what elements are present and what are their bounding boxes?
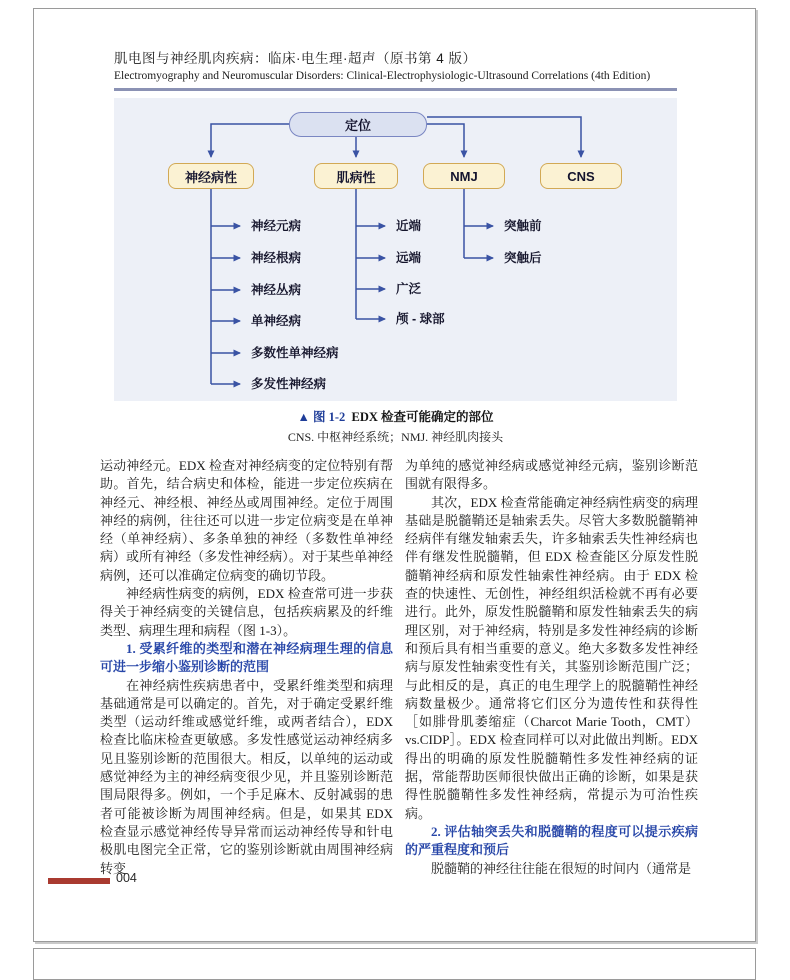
paragraph: 1. 受累纤维的类型和潜在神经病理生理的信息可进一步缩小鉴别诊断的范围 [100, 640, 393, 675]
page-number: 004 [116, 871, 137, 885]
paragraph: 运动神经元。EDX 检查对神经病变的定位特别有帮助。首先，结合病史和体检，能进一步定位疾病在神经元、神经根、神经丛或周围神经。定位于周围神经的病例，往往还可以进一步定位病变是在单神经（单神经病）、多条单独的神经（多数性单神经病）或所有神经（多发性神经病）。对于某些单神经病例，还可以准确定位病变的确切节段。 [100, 458, 393, 583]
node-neuropathic: 神经病性 [168, 163, 254, 189]
book-page [33, 8, 756, 942]
leaf-plexopathy: 神经丛病 [251, 283, 302, 297]
leaf-radiculopathy: 神经根病 [251, 251, 302, 265]
leaf-distal: 远端 [396, 251, 422, 265]
paragraph: 在神经病性疾病患者中，受累纤维类型和病理基础通常是可以确定的。首先，对于确定受累纤维类型（运动纤维或感觉纤维，或两者结合），EDX 检查比临床检查更敏感。多发性感觉运动神经病多见且鉴别诊断的范围很大。相反，以单纯的运动或感觉神经为主的神经病变很少见，并且鉴别诊断范围局限得多。例如，一个手足麻木、反射减弱的患者可能被诊断为周围神经病。但是，如果其 EDX 检查显示感觉神经传导异常而运动神经传导和针电极肌电图完全正常，它的鉴别诊断就由周围神经病转变 [100, 677, 393, 876]
footer-red-bar [48, 878, 110, 884]
node-nmj: NMJ [423, 163, 505, 189]
figure-title: EDX 检查可能确定的部位 [351, 410, 494, 424]
page-header [114, 47, 677, 91]
leaf-postsynaptic: 突触后 [504, 251, 542, 265]
leaf-neuronopathy: 神经元病 [251, 219, 302, 233]
figure-caption-marker: ▲ [297, 410, 310, 424]
leaf-polyneuropathy: 多发性神经病 [251, 377, 327, 391]
book-title-chinese: 肌电图与神经肌肉疾病：临床·电生理·超声（原书第 4 版） [114, 51, 477, 66]
node-myopathic: 肌病性 [314, 163, 398, 189]
figure-diagram-panel [114, 98, 677, 401]
leaf-mononeuropathy: 单神经病 [251, 314, 302, 328]
paragraph: 2. 评估轴突丢失和脱髓鞘的程度可以提示疾病的严重程度和预后 [405, 823, 698, 858]
book-title-english: Electromyography and Neuromuscular Disorders: Clinical-Electrophysiologic-Ultrasound Correlations (4th Edition) [114, 70, 651, 82]
node-cns: CNS [540, 163, 622, 189]
paragraph: 为单纯的感觉神经病或感觉神经元病，鉴别诊断范围就有限得多。 [405, 458, 698, 492]
node-localization: 定位 [289, 112, 427, 137]
figure-caption [114, 407, 677, 425]
leaf-multiple-mononeuropathy: 多数性单神经病 [251, 346, 339, 360]
leaf-generalized: 广泛 [396, 282, 422, 296]
leaf-presynaptic: 突触前 [504, 219, 542, 233]
leaf-proximal: 近端 [396, 219, 422, 233]
paragraph: 其次，EDX 检查常能确定神经病性病变的病理基础是脱髓鞘还是轴索丢失。尽管大多数脱髓鞘神经病伴有继发轴索丢失，许多轴索丢失性神经病也伴有继发性脱髓鞘，但 EDX 检查能区分原发性脱髓鞘神经病和原发性轴索性神经病。由于 EDX 检查的快速性、无创性，神经组织活检就不再有必要进行。此外，原发性脱髓鞘和原发性轴索丢失的病理区别，对于神经病，特别是多发性神经病的诊断和预后具有相当重要的意义。绝大多数多发性神经病与原发性轴索变性有关，其鉴别诊断范围广泛；与此相反的是，真正的电生理学上的脱髓鞘性神经病数量极少。通常将它们区分为遗传性和获得性［如腓骨肌萎缩症（Charcot Marie Tooth，CMT）vs.CIDP］。EDX 检查同样可以对此做出判断。EDX 得出的明确的原发性脱髓鞘性多发性神经病的证据，常能帮助医师很快做出正确的诊断，如果是获得性脱髓鞘性多发性神经病，常提示为可治性疾病。 [405, 494, 698, 821]
figure-number: 图 1-2 [312, 410, 346, 424]
figure-caption-note: CNS. 中枢神经系统；NMJ. 神经肌肉接头 [287, 430, 504, 444]
paragraph: 神经病性病变的病例，EDX 检查常可进一步获得关于神经病变的关键信息，包括疾病累及的纤维类型、病理生理和病程（图 1-3）。 [100, 586, 393, 638]
body-column-left [100, 457, 393, 878]
header-divider [114, 88, 677, 91]
next-page-edge [33, 948, 756, 980]
leaf-cranio-bulbar: 颅 - 球部 [396, 312, 445, 326]
body-column-right [405, 457, 698, 878]
paragraph: 脱髓鞘的神经往往能在很短的时间内（通常是 [431, 860, 692, 876]
